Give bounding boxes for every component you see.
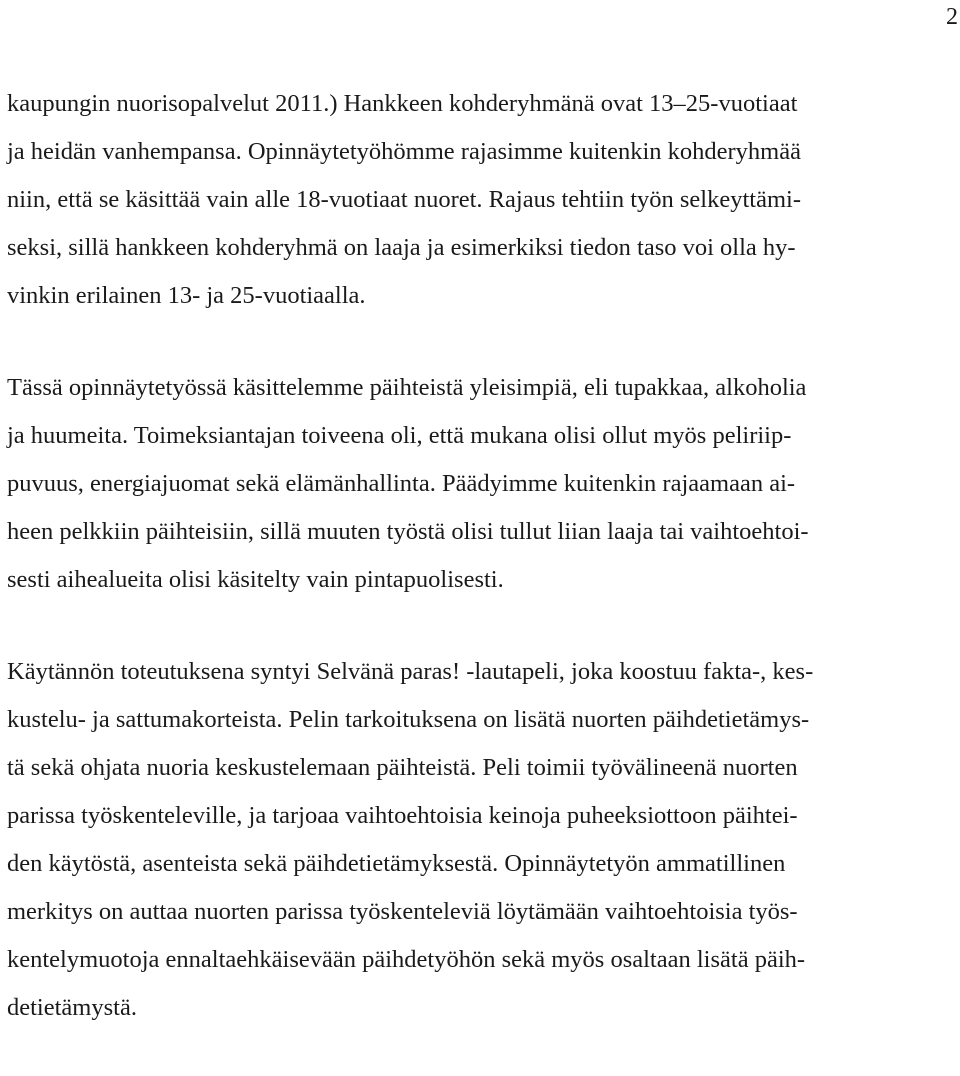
text-line: kaupungin nuorisopalvelut 2011.) Hankkeen kohderyhmänä ovat 13–25-vuotiaat	[7, 90, 798, 117]
paragraph-2	[7, 364, 957, 604]
text-line: ja huumeita. Toimeksiantajan toiveena oli, että mukana olisi ollut myös peliriip-	[7, 422, 792, 449]
text-line: merkitys on auttaa nuorten parissa työskenteleviä löytämään vaihtoehtoisia työs-	[7, 898, 798, 925]
text-line: vinkin erilainen 13- ja 25-vuotiaalla.	[7, 282, 366, 309]
paragraph-3	[7, 648, 957, 1032]
text-line: sesti aihealueita olisi käsitelty vain pintapuolisesti.	[7, 566, 504, 593]
text-line: den käytöstä, asenteista sekä päihdetietämyksestä. Opinnäytetyön ammatillinen	[7, 850, 786, 877]
text-line: kentelymuotoja ennaltaehkäisevään päihdetyöhön sekä myös osaltaan lisätä päih-	[7, 946, 806, 973]
body-text	[7, 80, 957, 1076]
text-line: Käytännön toteutuksena syntyi Selvänä paras! -lautapeli, joka koostuu fakta-, kes-	[7, 658, 814, 685]
text-line: detietämystä.	[7, 994, 137, 1021]
page-number: 2	[946, 4, 958, 30]
text-line: heen pelkkiin päihteisiin, sillä muuten työstä olisi tullut liian laaja tai vaihtoehtoi-	[7, 518, 809, 545]
text-line: puvuus, energiajuomat sekä elämänhallinta. Päädyimme kuitenkin rajaamaan ai-	[7, 470, 796, 497]
text-line: Tässä opinnäytetyössä käsittelemme päihteistä yleisimpiä, eli tupakkaa, alkoholia	[7, 374, 807, 401]
text-line: tä sekä ohjata nuoria keskustelemaan päihteistä. Peli toimii työvälineenä nuorten	[7, 754, 798, 781]
text-line: niin, että se käsittää vain alle 18-vuotiaat nuoret. Rajaus tehtiin työn selkeyttämi-	[7, 186, 801, 213]
text-line: parissa työskenteleville, ja tarjoaa vaihtoehtoisia keinoja puheeksiottoon päihtei-	[7, 802, 798, 829]
text-line: ja heidän vanhempansa. Opinnäytetyöhömme rajasimme kuitenkin kohderyhmää	[7, 138, 801, 165]
paragraph-1	[7, 80, 957, 320]
text-line: kustelu- ja sattumakorteista. Pelin tarkoituksena on lisätä nuorten päihdetietämys-	[7, 706, 810, 733]
text-line: seksi, sillä hankkeen kohderyhmä on laaja ja esimerkiksi tiedon taso voi olla hy-	[7, 234, 796, 261]
